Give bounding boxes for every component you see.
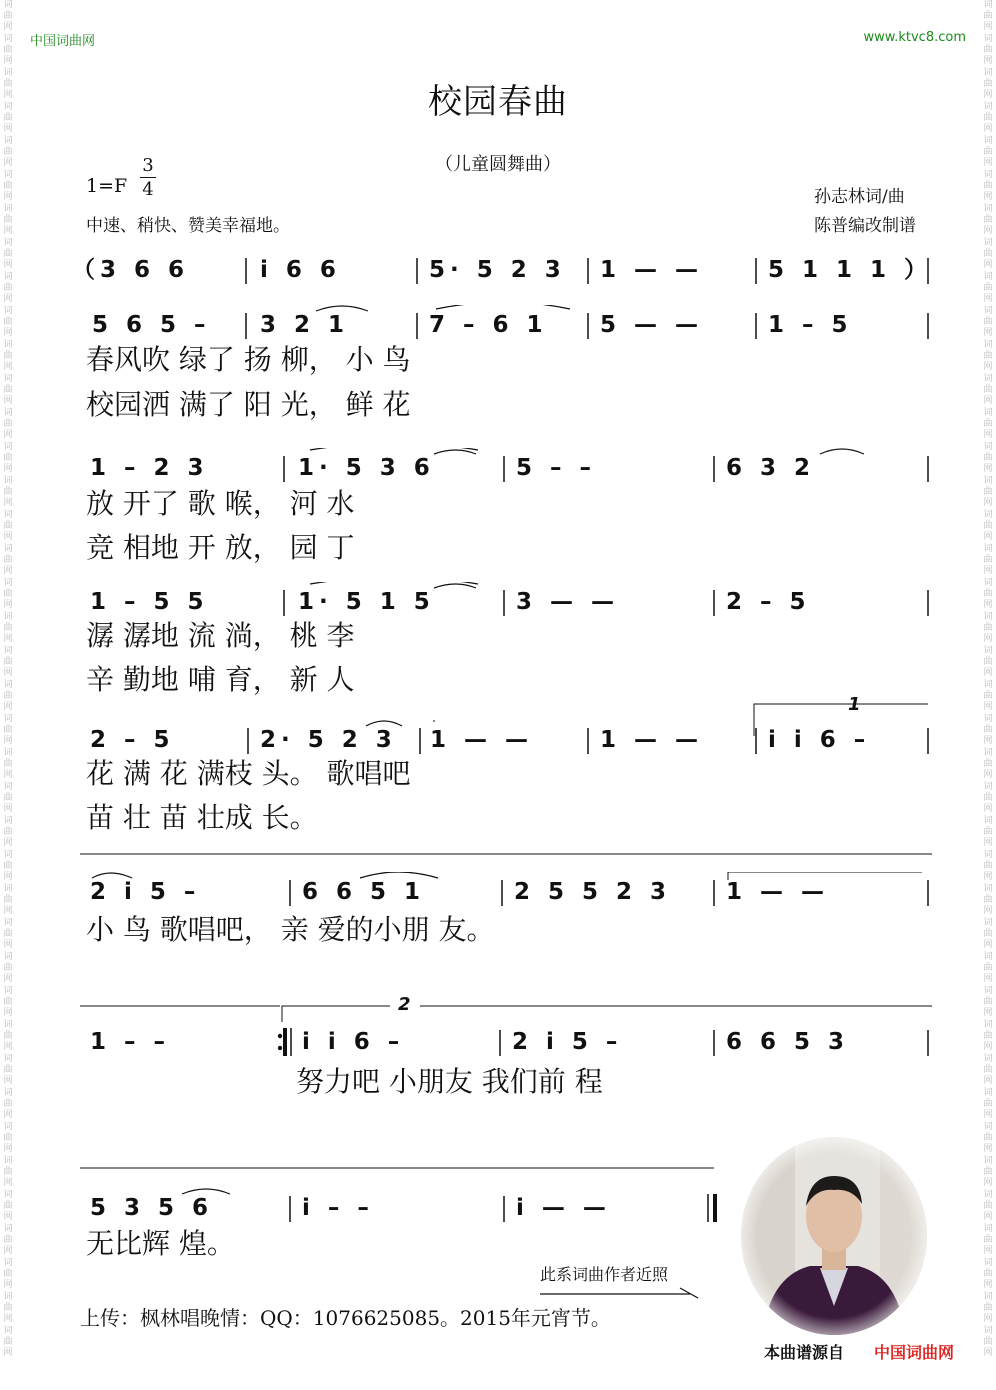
measure-3: 2 5 5 2 3 <box>514 879 672 905</box>
measure-1: 1 – 2 3 <box>90 455 209 481</box>
measure-4: 5 — — <box>600 312 704 338</box>
measure-4: 1 — — <box>600 257 704 283</box>
score-row-2 <box>84 305 932 345</box>
lyrics-row-5-verse-2: 苗 壮 苗 壮成 长。 <box>86 801 318 834</box>
score-row-1 <box>72 250 933 290</box>
tempo-marking: 中速、稍快、赞美幸福地。 <box>86 216 290 236</box>
volta-2-number: 2 <box>398 994 411 1015</box>
measure-4: 1 — — <box>600 727 704 753</box>
measure-4: 2 – 5 <box>726 589 811 615</box>
score-row-7 <box>84 1022 932 1062</box>
score-row-3 <box>84 448 932 488</box>
measure-1: 1 – – <box>90 1029 171 1055</box>
lyrics-row-7-verse-1: 努力吧 小朋友 我们前 程 <box>296 1065 603 1098</box>
score-row-4 <box>84 582 932 622</box>
measure-2: 6 6 5 1 <box>302 879 426 905</box>
lyrics-row-2-verse-2: 校园洒 满了 阳 光， 鲜 花 <box>86 388 411 421</box>
measure-2: i i 6 – <box>302 1029 405 1055</box>
time-signature-top: 3 <box>142 155 154 176</box>
top-line-row-8 <box>80 1166 720 1172</box>
lyrics-row-3-verse-1: 放 开了 歌 喉， 河 水 <box>86 487 355 520</box>
score-row-6 <box>84 872 932 912</box>
score-row-8 <box>84 1188 724 1228</box>
measure-1: 5 6 5 – <box>92 312 211 338</box>
measure-4: 6 3 2 <box>726 455 816 481</box>
measure-2: 3 2 1 <box>260 312 350 338</box>
measure-3: 3 — — <box>516 589 620 615</box>
measure-1: 1 – 5 5 <box>90 589 209 615</box>
volta-1-number: 1 <box>848 694 861 715</box>
measure-5: i i 6 – <box>768 727 871 753</box>
measure-4: 6 6 5 3 <box>726 1029 850 1055</box>
measure-1: 2 – 5 <box>90 727 175 753</box>
measure-1: （3 6 6 <box>72 257 190 283</box>
measure-3: 1 — — <box>430 727 534 753</box>
author-photo <box>740 1136 928 1336</box>
key-signature: 1=F <box>86 175 128 197</box>
source-label: 本曲谱源自 <box>764 1343 845 1362</box>
measure-2: i 6 6 <box>260 257 341 283</box>
lyrics-row-4-verse-2: 辛 勤地 哺 育， 新 人 <box>86 663 355 696</box>
site-url[interactable]: www.ktvc8.com <box>863 30 966 45</box>
measure-1: 2 i 5 – <box>90 879 201 905</box>
lyrics-row-3-verse-2: 竞 相地 开 放， 园 丁 <box>86 531 355 564</box>
lyrics-row-2-verse-1: 春风吹 绿了 扬 柳， 小 鸟 <box>86 343 411 376</box>
score-row-5 <box>84 720 932 760</box>
measure-3: 2 i 5 – <box>512 1029 623 1055</box>
lyrics-row-6-verse-1: 小 鸟 歌唱吧， 亲 爱的小朋 友。 <box>86 913 495 946</box>
measure-1: 5 3 5 6 <box>90 1195 214 1221</box>
separator-line <box>80 852 932 856</box>
source-site[interactable]: 中国词曲网 <box>874 1343 955 1362</box>
lyrics-row-5-verse-1: 花 满 花 满枝 头。 歌唱吧 <box>86 757 411 790</box>
site-name[interactable]: 中国词曲网 <box>30 34 96 49</box>
song-title: 校园春曲 <box>428 82 568 122</box>
measure-2: 1· 5 3 6 <box>298 455 435 481</box>
measure-2: 1· 5 1 5 <box>298 589 435 615</box>
credits-arranger: 陈普编改制谱 <box>814 216 916 236</box>
measure-5: 1 – 5 <box>768 312 853 338</box>
time-signature-bottom: 4 <box>140 177 156 201</box>
side-watermark-right: 词 曲 网 词 曲 网 词 曲 网 词 曲 网 词 曲 网 词 曲 网 词 曲 网 词 曲 网 词 曲 网 词 曲 网 词 曲 网 词 曲 网 词 曲 网 词 曲 网 词 曲 网 词 曲 网 词 曲 网 词 曲 网 词 曲 网 词 曲 网 词 曲 网 词 曲 网 词 曲 网 词 曲 网 词 曲 网 词 曲 网 词 曲 网 词 曲 网 词 曲 网 词 曲 网 词 曲 网 词 曲 网 词 曲 网 词 曲 网 词 曲 网 词 曲 网 词 曲 网 词 曲 网 词 曲 网 词 曲 网 <box>983 0 993 1358</box>
measure-3: 5 – – <box>516 455 597 481</box>
measure-4: 1 — — <box>726 879 830 905</box>
side-watermark-left: 词 曲 网 词 曲 网 词 曲 网 词 曲 网 词 曲 网 词 曲 网 词 曲 网 词 曲 网 词 曲 网 词 曲 网 词 曲 网 词 曲 网 词 曲 网 词 曲 网 词 曲 网 词 曲 网 词 曲 网 词 曲 网 词 曲 网 词 曲 网 词 曲 网 词 曲 网 词 曲 网 词 曲 网 词 曲 网 词 曲 网 词 曲 网 词 曲 网 词 曲 网 词 曲 网 词 曲 网 词 曲 网 词 曲 网 词 曲 网 词 曲 网 词 曲 网 词 曲 网 词 曲 网 词 曲 网 词 曲 网 <box>3 0 13 1358</box>
lyrics-row-4-verse-1: 潺 潺地 流 淌， 桃 李 <box>86 619 355 652</box>
measure-3: 7 – 6 1 <box>429 312 548 338</box>
credits-lyricist-composer: 孙志林词/曲 <box>814 187 905 207</box>
measure-3: i — — <box>516 1195 611 1221</box>
upload-note: 上传：枫林唱晚情：QQ：1076625085。2015年元宵节。 <box>80 1306 611 1330</box>
photo-caption: 此系词曲作者近照 <box>540 1265 669 1284</box>
measure-5: 5 1 1 1 ） <box>768 257 933 283</box>
measure-3: 5· 5 2 3 <box>429 257 566 283</box>
song-subtitle: （儿童圆舞曲） <box>435 154 561 175</box>
measure-2: 2· 5 2 3 <box>260 727 397 753</box>
time-signature <box>140 154 156 201</box>
lyrics-row-8-verse-1: 无比辉 煌。 <box>86 1227 235 1260</box>
measure-2: i – – <box>302 1195 374 1221</box>
